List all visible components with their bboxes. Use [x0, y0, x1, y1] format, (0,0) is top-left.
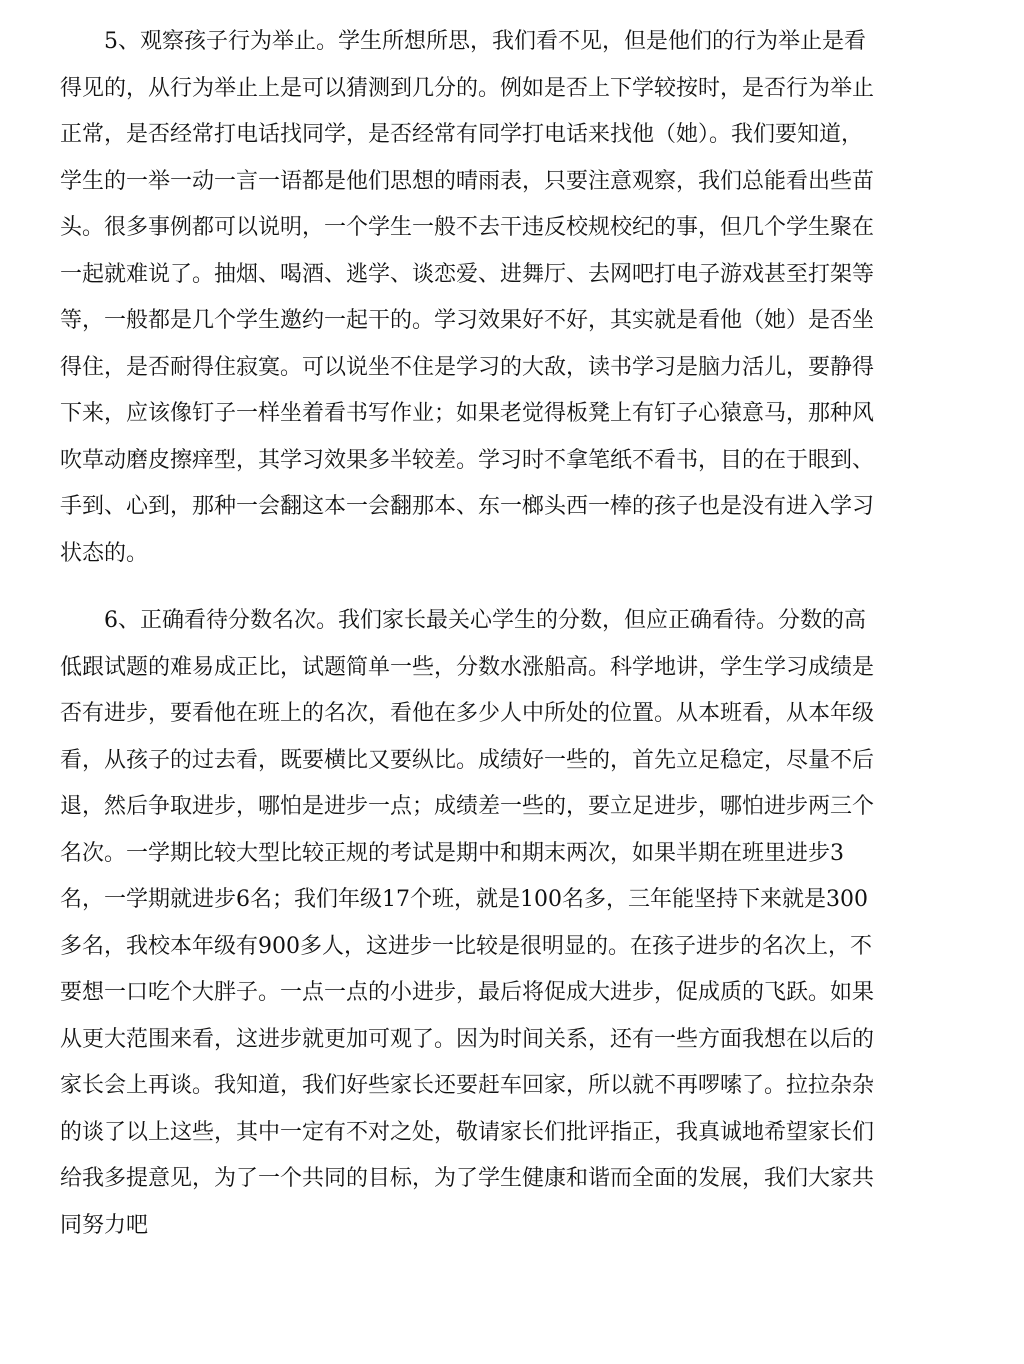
text-line: 下来，应该像钉子一样坐着看书写作业；如果老觉得板凳上有钉子心猿意马，那种风	[60, 401, 875, 426]
text-line: 名次。一学期比较大型比较正规的考试是期中和期末两次，如果半期在班里进步3	[60, 840, 844, 866]
text-line: 的谈了以上这些，其中一定有不对之处，敬请家长们批评指正，我真诚地希望家长们	[60, 1119, 875, 1145]
text-line: 正常，是否经常打电话找同学，是否经常有同学打电话来找他（她）。我们要知道，	[60, 122, 864, 147]
text-line: 学生的一举一动一言一语都是他们思想的晴雨表，只要注意观察，我们总能看出些苗	[60, 168, 875, 194]
text-line: 家长会上再谈。我知道，我们好些家长还要赶车回家，所以就不再啰嗦了。拉拉杂杂	[60, 1073, 875, 1098]
text-line: 手到、心到，那种一会翻这本一会翻那本、东一榔头西一棒的孩子也是没有进入学习	[60, 494, 875, 519]
text-line: 多名，我校本年级有900多人，这进步一比较是很明显的。在孩子进步的名次上，不	[60, 933, 872, 959]
text-line: 从更大范围来看，这进步就更加可观了。因为时间关系，还有一些方面我想在以后的	[60, 1026, 875, 1052]
text-line: 等，一般都是几个学生邀约一起干的。学习效果好不好，其实就是看他（她）是否坐	[60, 308, 875, 333]
text-line: 6、正确看待分数名次。我们家长最关心学生的分数，但应正确看待。分数的高	[60, 608, 866, 633]
text-line: 得住，是否耐得住寂寞。可以说坐不住是学习的大敌，读书学习是脑力活儿，要静得	[60, 354, 875, 380]
text-line: 否有进步，要看他在班上的名次，看他在多少人中所处的位置。从本班看，从本年级	[60, 701, 875, 726]
text-line: 一起就难说了。抽烟、喝酒、逃学、谈恋爱、进舞厅、去网吧打电子游戏甚至打架等	[60, 261, 875, 287]
text-line: 状态的。	[60, 540, 149, 566]
text-line: 名，一学期就进步6名；我们年级17个班，就是100名多，三年能坚持下来就是300	[60, 887, 868, 912]
text-line: 5、观察孩子行为举止。学生所想所思，我们看不见，但是他们的行为举止是看	[60, 29, 866, 54]
text-line: 得见的，从行为举止上是可以猜测到几分的。例如是否上下学较按时，是否行为举止	[60, 75, 875, 101]
text-line: 看，从孩子的过去看，既要横比又要纵比。成绩好一些的，首先立足稳定，尽量不后	[60, 747, 875, 773]
text-line: 同努力吧	[60, 1212, 149, 1238]
text-line: 吹草动磨皮擦痒型，其学习效果多半较差。学习时不拿笔纸不看书，目的在于眼到、	[60, 447, 875, 473]
text-line: 给我多提意见，为了一个共同的目标，为了学生健康和谐而全面的发展，我们大家共	[60, 1166, 875, 1191]
paragraph-scores-rankings	[60, 598, 930, 1249]
text-line: 要想一口吃个大胖子。一点一点的小进步，最后将促成大进步，促成质的飞跃。如果	[60, 980, 875, 1005]
text-line: 头。很多事例都可以说明，一个学生一般不去干违反校规校纪的事，但几个学生聚在	[60, 215, 875, 240]
paragraph-observe-behavior	[60, 19, 930, 577]
text-line: 退，然后争取进步，哪怕是进步一点；成绩差一些的，要立足进步，哪怕进步两三个	[60, 794, 875, 819]
text-line: 低跟试题的难易成正比，试题简单一些，分数水涨船高。科学地讲，学生学习成绩是	[60, 654, 875, 680]
